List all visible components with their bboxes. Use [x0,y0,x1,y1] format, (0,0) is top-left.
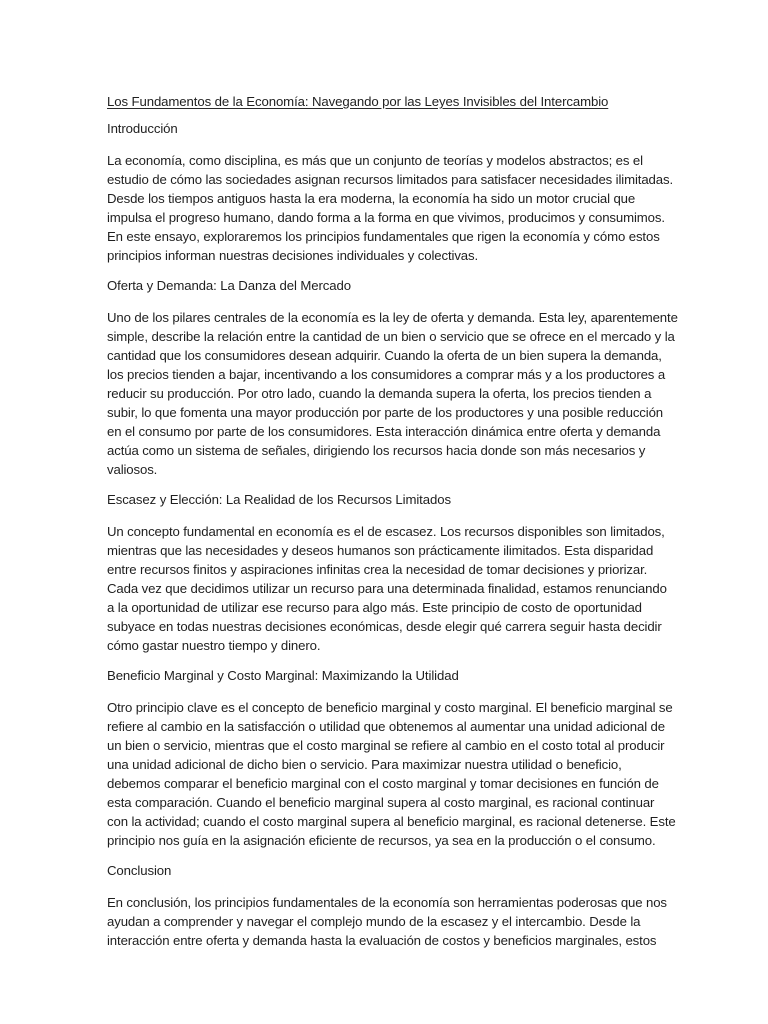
paragraph-conclusion [107,893,667,950]
paragraph-line: subir, lo que fomenta una mayor producción por parte de los productores y una posible reducción [107,405,664,420]
paragraph-line: subyace en todas nuestras decisiones económicas, desde elegir qué carrera seguir hasta decidir [107,619,662,634]
paragraph-escasez [107,522,667,655]
paragraph-line: reducir su producción. Por otro lado, cuando la demanda supera la oferta, los precios tienden a [107,386,652,401]
paragraph-line: Otro principio clave es el concepto de beneficio marginal y costo marginal. El beneficio marginal se [107,700,673,715]
section-heading-introduccion: Introducción [107,121,178,136]
paragraph-line: a la oportunidad de utilizar ese recurso para algo más. Este principio de costo de oportunidad [107,600,642,615]
paragraph-line: refiere al cambio en la satisfacción o utilidad que obtenemos al aumentar una unidad adicional de [107,719,665,734]
paragraph-line: en el consumo por parte de los consumidores. Esta interacción dinámica entre oferta y demanda [107,424,661,439]
paragraph-line: debemos comparar el beneficio marginal con el costo marginal y tomar decisiones en función de [107,776,659,791]
paragraph-line: Cada vez que decidimos utilizar un recurso para una determinada finalidad, estamos renunciando [107,581,667,596]
paragraph-line: En conclusión, los principios fundamentales de la economía son herramientas poderosas que nos [107,895,667,910]
paragraph-line: ayudan a comprender y navegar el complejo mundo de la escasez y el intercambio. Desde la [107,914,641,929]
paragraph-line: con la actividad; cuando el costo marginal supera al beneficio marginal, es racional detenerse. Este [107,814,676,829]
paragraph-line: La economía, como disciplina, es más que un conjunto de teorías y modelos abstractos; es el [107,153,643,168]
paragraph-line: actúa como un sistema de señales, dirigiendo los recursos hacia donde son más necesarios y [107,443,646,458]
paragraph-line: esta comparación. Cuando el beneficio marginal supera al costo marginal, es racional continuar [107,795,655,810]
paragraph-line: Un concepto fundamental en economía es el de escasez. Los recursos disponibles son limitados, [107,524,665,539]
paragraph-line: estudio de cómo las sociedades asignan recursos limitados para satisfacer necesidades ilimitadas. [107,172,673,187]
section-heading-oferta-demanda: Oferta y Demanda: La Danza del Mercado [107,278,351,293]
document-page [107,92,678,961]
document-title: Los Fundamentos de la Economía: Navegando por las Leyes Invisibles del Intercambio [107,94,609,109]
paragraph-line: cantidad que los consumidores desean adquirir. Cuando la oferta de un bien supera la demanda, [107,348,662,363]
paragraph-line: valiosos. [107,462,158,477]
paragraph-line: una unidad adicional de dicho bien o servicio. Para maximizar nuestra utilidad o beneficio, [107,757,622,772]
section-heading-marginal: Beneficio Marginal y Costo Marginal: Maximizando la Utilidad [107,668,459,683]
paragraph-line: un bien o servicio, mientras que el costo marginal se refiere al cambio en el costo total al producir [107,738,665,753]
paragraph-line: interacción entre oferta y demanda hasta la evaluación de costos y beneficios marginales, estos [107,933,657,948]
paragraph-line: Uno de los pilares centrales de la economía es la ley de oferta y demanda. Esta ley, aparentemente [107,310,678,325]
paragraph-marginal [107,698,676,850]
section-heading-conclusion: Conclusion [107,863,172,878]
paragraph-line: simple, describe la relación entre la cantidad de un bien o servicio que se ofrece en el mercado y la [107,329,675,344]
paragraph-oferta-demanda [107,308,678,479]
paragraph-line: los precios tienden a bajar, incentivando a los consumidores a comprar más y a los productores a [107,367,666,382]
paragraph-line: En este ensayo, exploraremos los principios fundamentales que rigen la economía y cómo estos [107,229,660,244]
paragraph-line: impulsa el progreso humano, dando forma a la forma en que vivimos, producimos y consumimos. [107,210,665,225]
paragraph-line: entre recursos finitos y aspiraciones infinitas crea la necesidad de tomar decisiones y priorizar. [107,562,648,577]
paragraph-line: principio nos guía en la asignación eficiente de recursos, ya sea en la producción o el consumo. [107,833,656,848]
paragraph-line: principios informan nuestras decisiones individuales y colectivas. [107,248,479,263]
paragraph-line: Desde los tiempos antiguos hasta la era moderna, la economía ha sido un motor crucial que [107,191,636,206]
paragraph-introduccion [107,151,673,265]
paragraph-line: cómo gastar nuestro tiempo y dinero. [107,638,321,653]
paragraph-line: mientras que las necesidades y deseos humanos son prácticamente ilimitados. Esta disparidad [107,543,654,558]
section-heading-escasez: Escasez y Elección: La Realidad de los Recursos Limitados [107,492,451,507]
